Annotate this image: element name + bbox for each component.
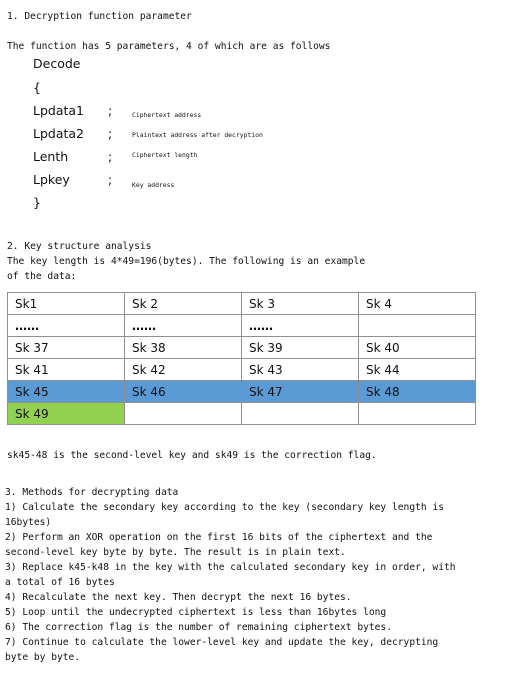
- section-2: [7, 239, 365, 284]
- table-row: [8, 337, 476, 359]
- table-cell: Sk 41: [8, 359, 125, 381]
- table-cell: Sk 4: [359, 293, 476, 315]
- param-name: Lpdata1: [33, 103, 85, 118]
- section-3-line: 1) Calculate the secondary key according to the key (secondary key length is: [5, 502, 444, 513]
- table-cell: Sk 39: [242, 337, 359, 359]
- close-brace: }: [33, 195, 41, 210]
- section-3: [5, 485, 456, 665]
- section-3-line: second-level key byte by byte. The result is in plain text.: [5, 547, 346, 558]
- param-separator: ;: [108, 149, 113, 164]
- section-3-line: 2) Perform an XOR operation on the first 16 bits of the ciphertext and the: [5, 532, 433, 543]
- section-1-title: 1. Decryption function parameter: [7, 11, 192, 22]
- table-cell: Sk 3: [242, 293, 359, 315]
- table-cell: Sk 43: [242, 359, 359, 381]
- section-3-line: byte by byte.: [5, 652, 81, 663]
- section-2-note: sk45-48 is the second-level key and sk49 is the correction flag.: [7, 450, 377, 461]
- open-brace: {: [33, 80, 41, 95]
- table-row: [8, 315, 476, 337]
- section-3-line: 16bytes): [5, 517, 52, 528]
- table-cell: Sk 46: [125, 381, 242, 403]
- param-comment: Ciphertext address: [132, 111, 202, 119]
- table-cell: [242, 403, 359, 425]
- param-name: Lpdata2: [33, 126, 85, 141]
- param-comment: Ciphertext length: [132, 151, 198, 159]
- table-cell: Sk 37: [8, 337, 125, 359]
- section-3-line: 7) Continue to calculate the lower-level key and update the key, decrypting: [5, 637, 439, 648]
- table-cell: Sk 47: [242, 381, 359, 403]
- table-cell: ……: [8, 315, 125, 337]
- table-cell: ……: [242, 315, 359, 337]
- table-cell: Sk 38: [125, 337, 242, 359]
- table-cell: Sk 42: [125, 359, 242, 381]
- table-row: [8, 293, 476, 315]
- table-row-second-level-key: [8, 381, 476, 403]
- table-cell: [125, 403, 242, 425]
- section-3-line: 3) Replace k45-k48 in the key with the calculated secondary key in order, with: [5, 562, 456, 573]
- table-cell: Sk 40: [359, 337, 476, 359]
- table-cell: Sk 48: [359, 381, 476, 403]
- param-separator: ;: [108, 126, 113, 141]
- table-row: [8, 359, 476, 381]
- section-1-intro: The function has 5 parameters, 4 of which are as follows: [7, 41, 331, 52]
- section-2-line-2: of the data:: [7, 271, 77, 282]
- section-3-title: 3. Methods for decrypting data: [5, 487, 179, 498]
- table-cell: Sk 44: [359, 359, 476, 381]
- section-3-line: 5) Loop until the undecrypted ciphertext is less than 16bytes long: [5, 607, 387, 618]
- param-name: Lenth: [33, 149, 69, 164]
- table-row: [8, 403, 476, 425]
- table-cell: Sk1: [8, 293, 125, 315]
- table-cell-correction-flag: Sk 49: [8, 403, 125, 425]
- section-2-title: 2. Key structure analysis: [7, 241, 152, 252]
- table-cell: [359, 315, 476, 337]
- table-cell: Sk 45: [8, 381, 125, 403]
- section-3-line: 4) Recalculate the next key. Then decrypt the next 16 bytes.: [5, 592, 352, 603]
- table-cell: Sk 2: [125, 293, 242, 315]
- table-cell: [359, 403, 476, 425]
- section-3-line: 6) The correction flag is the number of remaining ciphertext bytes.: [5, 622, 392, 633]
- function-name: Decode: [33, 56, 81, 71]
- table-cell: ……: [125, 315, 242, 337]
- param-name: Lpkey: [33, 172, 70, 187]
- key-structure-table: [7, 292, 476, 425]
- param-separator: ;: [108, 172, 113, 187]
- param-separator: ;: [108, 103, 113, 118]
- param-comment: Plaintext address after decryption: [132, 131, 263, 139]
- section-2-line-1: The key length is 4*49=196(bytes). The following is an example: [7, 256, 366, 267]
- param-comment: Key address: [132, 181, 175, 189]
- section-3-line: a total of 16 bytes: [5, 577, 115, 588]
